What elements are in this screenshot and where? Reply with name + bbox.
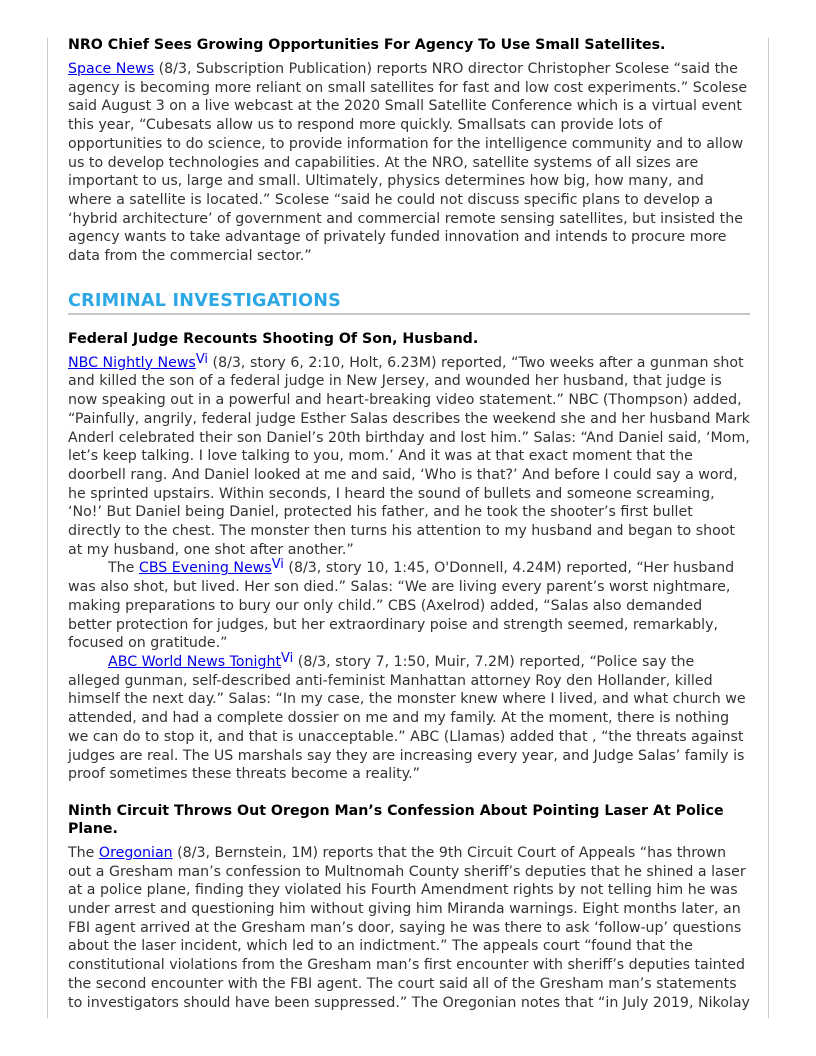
video-indicator[interactable]: Vi [271,557,284,573]
story-body [68,844,750,1012]
source-link-abc-world-news-tonight[interactable]: ABC World News Tonight [108,653,282,670]
story-federal-judge [68,330,750,784]
page-border-left [47,38,48,1018]
story-paragraph [68,559,750,653]
story-ninth-circuit-laser [68,802,750,1012]
story-body [68,60,750,266]
video-indicator[interactable]: Vi [281,650,294,666]
source-link-cbs-evening-news[interactable]: CBS Evening News [138,560,272,577]
story-nro-small-satellites [68,36,750,266]
section-heading: CRIMINAL INVESTIGATIONS [68,290,750,315]
source-link-oregonian[interactable]: Oregonian [98,844,173,861]
story-headline: Federal Judge Recounts Shooting Of Son, Husband. [68,330,479,347]
story-paragraph [68,650,750,784]
video-indicator[interactable]: Vi [195,351,209,367]
source-link-space-news[interactable]: Space News [68,61,155,77]
story-text: The [108,560,139,577]
story-text: (8/3, Bernstein, 1M) reports that the 9th Circuit Court of Appeals “has thrown out a Gresham man’s confession to Multnomah County sheriff’s deputies that he shined a laser at a police plane, finding they violated his Fourth Amendment rights by not telling him he was under arrest and questioning him without giving him Miranda warnings. Eight months later, an FBI agent arrived at the Gresham man’s door, saying he was there to ask ‘follow-up’ questions about the laser incident, which led to an indictment.” The appeals court “found that the constitutional violations from the Gresham man’s first encounter with sheriff’s deputies tainted the second encounter with the FBI agent. The court said all of the Gresham man’s statements to investigators should have been suppressed.” The Oregonian notes that “in July 2019, Nikolay [68,844,750,1011]
source-link-nbc-nightly-news[interactable]: NBC Nightly News [68,354,196,371]
story-text: The [68,844,99,861]
story-text: (8/3, story 6, 2:10, Holt, 6.23M) reported, “Two weeks after a gunman shot and killed the son of a federal judge in New Jersey, and wounded her husband, that judge is now speaking out in a powerful and heart-breaking video statement.” NBC (Thompson) added, “Painfully, angrily, federal judge Esther Salas describes the weekend she and her husband Mark Anderl celebrated their son Daniel’s 20th birthday and lost him.” Salas: “And Daniel said, ‘Mom, let’s keep talking. I love talking to you, mom.’ And it was at that exact moment that the doorbell rang. And Daniel looked at me and said, ‘Who is that?’ And before I could say a word, he sprinted upstairs. Within seconds, I heard the sound of bullets and someone screaming, ‘No!’ But Daniel being Daniel, protected his father, and he took the shooter’s first bullet directly to the chest. The monster then turns his attention to my husband and began to shoot at my husband, one shot after another.” [68,354,750,558]
story-text: (8/3, story 10, 1:45, O'Donnell, 4.24M) reported, “Her husband was also shot, but lived. Her son died.” Salas: “We are living every parent’s worst nightmare, making preparations to bury our only child.” CBS (Axelrod) added, “Salas also demanded better protection for judges, but her extraordinary poise and strength seemed, remarkably, focused on gratitude.” [68,560,735,652]
newsletter-content [68,36,750,1012]
story-text: (8/3, Subscription Publication) reports NRO director Christopher Scolese “said the agency is becoming more reliant on small satellites for fast and low cost experiments.” Scolese said August 3 on a live webcast at the 2020 Small Satellite Conference which is a virtual event this year, “Cubesats allow us to respond more quickly. Smallsats can provide lots of opportunities to do science, to provide information for the intelligence community and to allow us to develop technologies and capabilities. At the NRO, satellite systems of all sizes are important to us, large and small. Ultimately, physics determines how big, how many, and where a satellite is located.” Scolese “said he could not discuss specific plans to develop a ‘hybrid architecture’ of government and commercial remote sensing satellites, but insisted the agency wants to take advantage of privately funded innovation and intends to procure more data from the commercial sector.” [68,61,748,265]
page-border-right [768,38,769,1018]
story-headline: Ninth Circuit Throws Out Oregon Man’s Confession About Pointing Laser At Police Plane. [68,802,724,837]
story-text: (8/3, story 7, 1:50, Muir, 7.2M) reported, “Police say the alleged gunman, self-described anti-feminist Manhattan attorney Roy den Hollander, killed himself the next day.” Salas: “In my case, the monster knew where I lived, and what church we attended, and had a complete dossier on me and my family. At the moment, there is nothing we can do to stop it, and that is unacceptable.” ABC (Llamas) added that , “the threats against judges are real. The US marshals say they are increasing every year, and Judge Salas’ family is proof sometimes these threats become a reality.” [68,653,746,783]
story-headline: NRO Chief Sees Growing Opportunities For Agency To Use Small Satellites. [68,37,666,53]
story-paragraph [68,351,750,560]
